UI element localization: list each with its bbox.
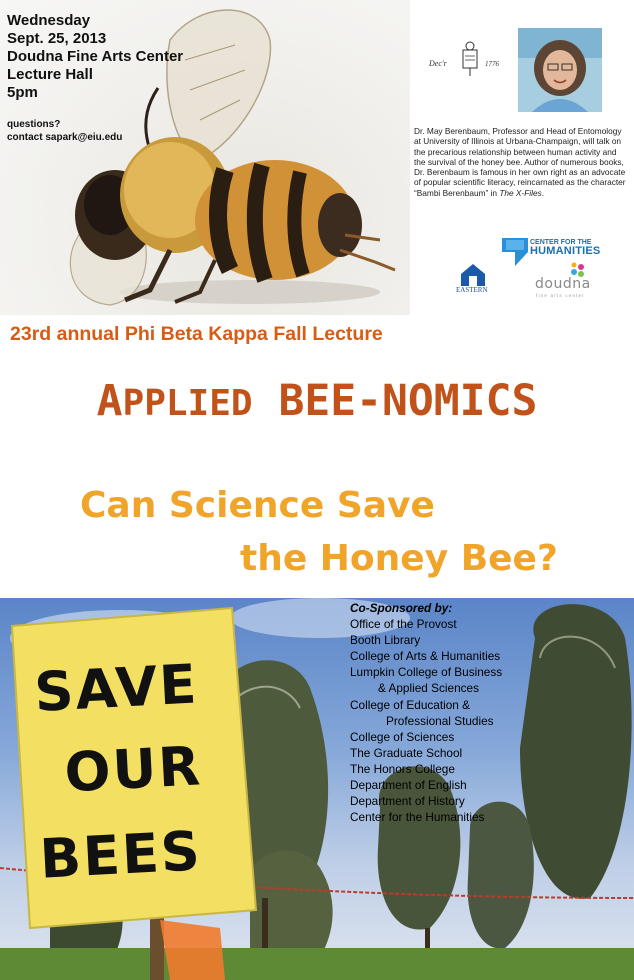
questions-label: questions?	[7, 119, 61, 130]
sponsor-item: Professional Studies	[386, 713, 494, 728]
sponsor-item: Center for the Humanities	[350, 810, 485, 825]
lecture-title: 23rd annual Phi Beta Kappa Fall Lecture	[10, 323, 383, 345]
eastern-label: EASTERN	[456, 286, 488, 294]
sponsor-item: Office of the Provost	[350, 617, 457, 632]
bio-show-title: The X-Files	[499, 187, 542, 198]
phi-beta-kappa-key	[427, 40, 522, 80]
main-title-beenomics: BEE-NOMICS	[278, 376, 538, 426]
sponsor-item: Department of History	[350, 794, 465, 809]
cfh-text	[530, 239, 600, 255]
sponsor-item: College of Sciences	[350, 729, 455, 744]
sponsor-item: College of Education &	[350, 697, 471, 712]
sponsor-item: The Graduate School	[350, 745, 463, 760]
main-title	[0, 376, 634, 426]
sponsor-item: Booth Library	[350, 633, 421, 648]
questions-contact	[7, 118, 122, 144]
signature-left: Dec'r	[429, 59, 447, 68]
bio-text: Dr. May Berenbaum, Professor and Head of Entomology at University of Illinois at Urbana-Champaign, will talk on the precarious relationship between human activity and the survival of the honey bee. Author of numerous books, Dr. Berenbaum is famous in her own right as an advocate of popular scientific literacy, reincarnated as the character “Bambi Berenbaum” in	[414, 126, 626, 198]
sponsor-item: College of Arts & Humanities	[350, 649, 501, 664]
cfh-small-label: CENTER FOR THE	[530, 239, 592, 246]
protest-scene	[0, 598, 634, 980]
sponsor-list	[350, 600, 502, 825]
doudna-label: doudna	[535, 276, 591, 292]
sponsors-heading: Co-Sponsored by:	[350, 601, 453, 615]
subtitle-line1: Can Science Save	[80, 485, 435, 526]
save-bees-photo	[0, 598, 634, 980]
speaker-photo	[518, 28, 602, 112]
sign-line2: OUR	[62, 734, 204, 805]
sponsor-item: Department of English	[350, 778, 467, 793]
bio-end: .	[541, 187, 545, 198]
main-title-a: A	[96, 376, 123, 426]
subtitle-line2: the Honey Bee?	[240, 538, 558, 579]
cfh-big-label: HUMANITIES	[530, 245, 601, 257]
sign-line1: SAVE	[32, 652, 200, 724]
event-day: Wednesday	[7, 12, 91, 29]
sponsor-item: The Honors College	[350, 761, 455, 776]
sponsor-item: & Applied Sciences	[378, 681, 479, 696]
signature-right: 1776	[485, 60, 499, 68]
event-venue: Doudna Fine Arts Center	[7, 48, 184, 65]
contact-email[interactable]: contact sapark@eiu.edu	[7, 132, 123, 143]
event-details	[7, 12, 183, 102]
sign-line3: BEES	[38, 819, 204, 891]
doudna-sub-label: fine arts center	[536, 293, 585, 298]
sponsor-item: Lumpkin College of Business	[350, 665, 503, 680]
event-room: Lecture Hall	[7, 66, 93, 83]
speaker-bio	[414, 126, 628, 198]
main-title-pplied: PPLIED	[122, 383, 253, 424]
event-time: 5pm	[7, 84, 38, 101]
event-date: Sept. 25, 2013	[7, 30, 107, 47]
